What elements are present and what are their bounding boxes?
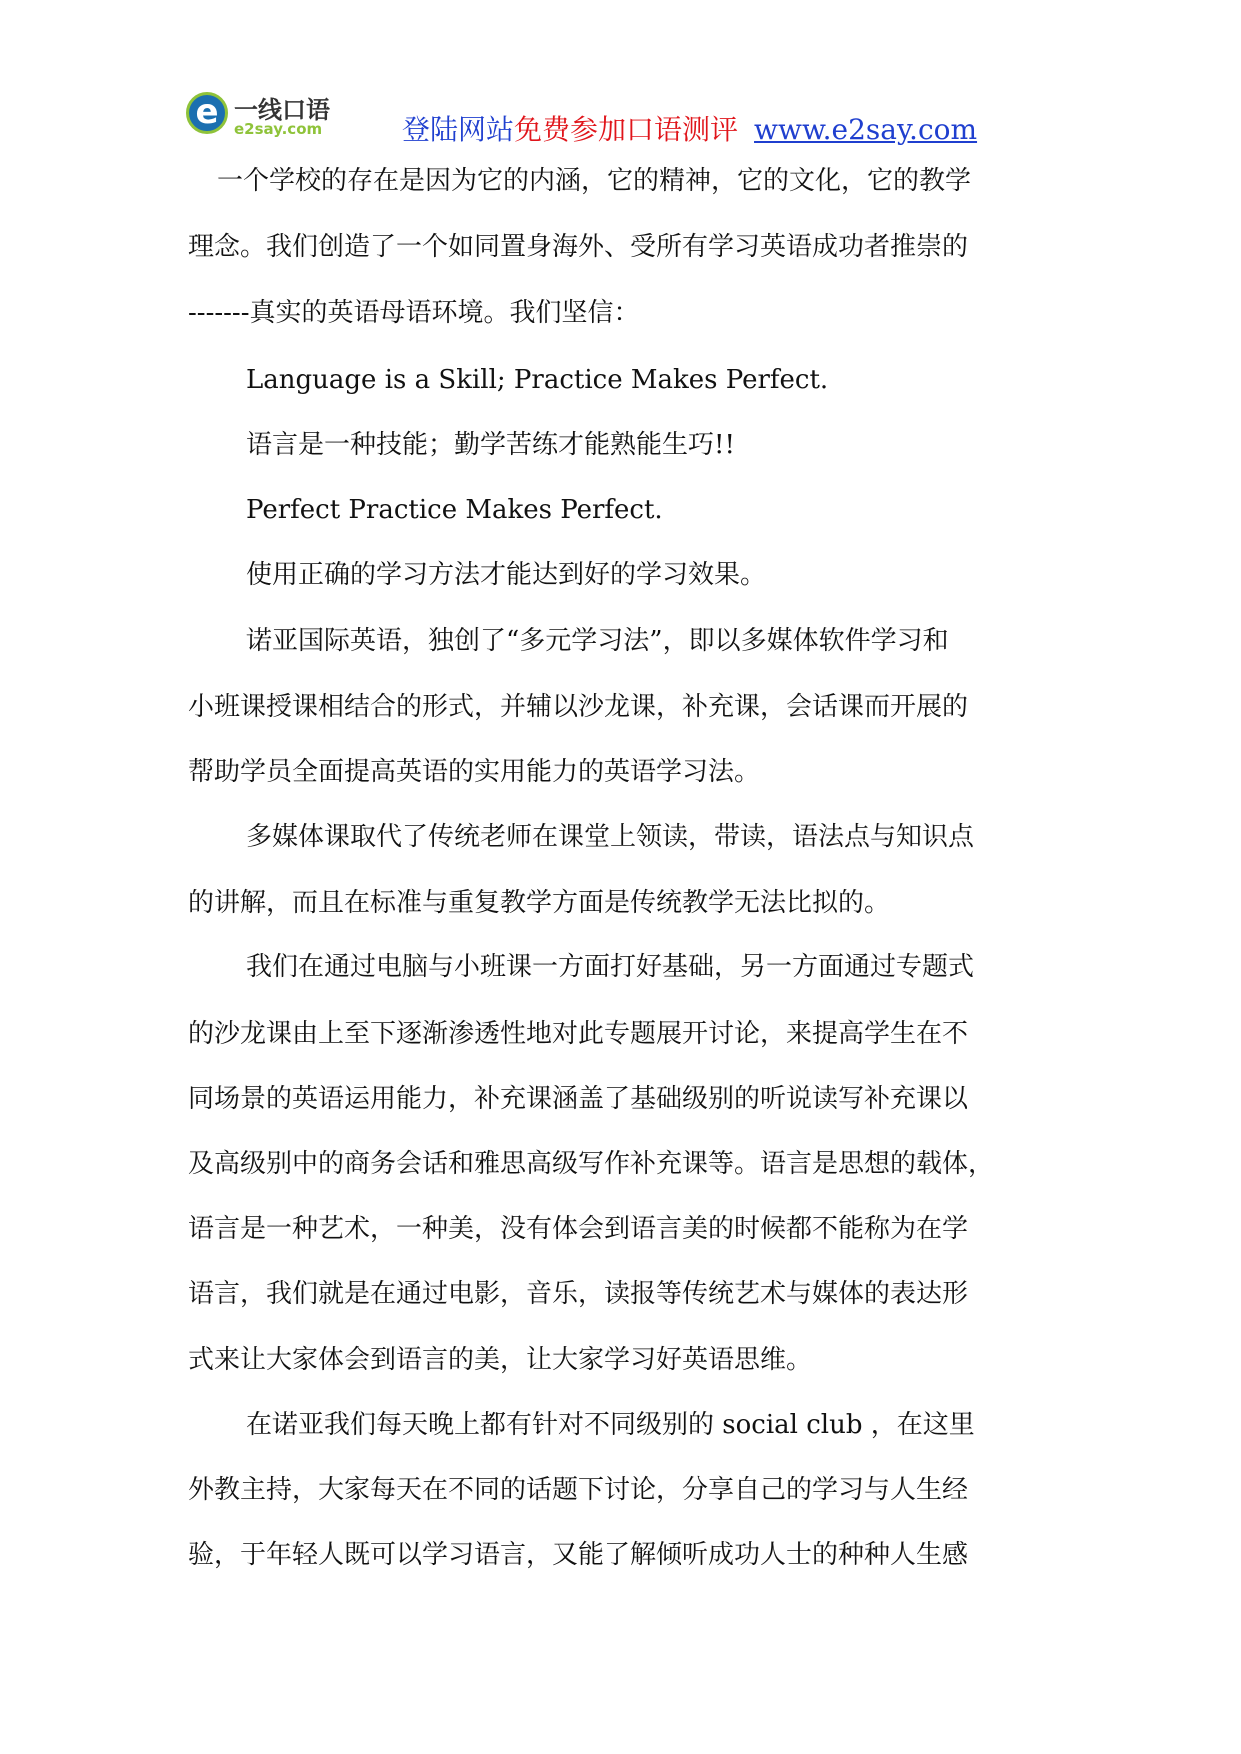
body-line-9: 小班课授课相结合的形式，并辅以沙龙课，补充课，会话课而开展的 [188, 692, 969, 722]
logo-domain: e2say.com [234, 120, 323, 138]
body-line-19: 式来让大家体会到语言的美，让大家学习好英语思维。 [188, 1345, 813, 1375]
body-line-18: 语言，我们就是在通过电影，音乐，读报等传统艺术与媒体的表达形 [188, 1279, 969, 1309]
body-line-4: Language is a Skill; Practice Makes Perfect. [246, 365, 829, 395]
body-line-20: 在诺亚我们每天晚上都有针对不同级别的 social club ，在这里 [246, 1410, 975, 1440]
body-line-3: -------真实的英语母语环境。我们坚信： [188, 298, 640, 328]
logo-e-icon: e [186, 92, 228, 134]
body-line-10: 帮助学员全面提高英语的实用能力的英语学习法。 [188, 757, 761, 787]
website-link[interactable]: www.e2say.com [754, 113, 978, 146]
body-line-6: Perfect Practice Makes Perfect. [246, 495, 663, 525]
body-line-13: 我们在通过电脑与小班课一方面打好基础，另一方面通过专题式 [246, 952, 975, 982]
body-line-1: 一个学校的存在是因为它的内涵，它的精神，它的文化，它的教学 [217, 166, 972, 196]
promo-free-test-text: 免费参加口语测评 [514, 113, 739, 146]
body-line-14: 的沙龙课由上至下逐渐渗透性地对此专题展开讨论，来提高学生在不 [188, 1019, 969, 1049]
body-line-8: 诺亚国际英语，独创了“多元学习法”，即以多媒体软件学习和 [246, 626, 949, 656]
body-line-12: 的讲解，而且在标准与重复教学方面是传统教学无法比拟的。 [188, 888, 891, 918]
body-line-2: 理念。我们创造了一个如同置身海外、受所有学习英语成功者推崇的 [188, 232, 969, 262]
body-line-5: 语言是一种技能；勤学苦练才能熟能生巧!! [246, 430, 735, 460]
body-line-16: 及高级别中的商务会话和雅思高级写作补充课等。语言是思想的载体， [188, 1149, 995, 1179]
body-line-17: 语言是一种艺术，一种美，没有体会到语言美的时候都不能称为在学 [188, 1214, 969, 1244]
body-line-7: 使用正确的学习方法才能达到好的学习效果。 [246, 560, 767, 590]
body-line-21: 外教主持，大家每天在不同的话题下讨论，分享自己的学习与人生经 [188, 1475, 969, 1505]
logo-name: 一线口语 [234, 96, 330, 124]
promo-login-text: 登陆网站 [402, 113, 515, 146]
body-line-11: 多媒体课取代了传统老师在课堂上领读，带读，语法点与知识点 [246, 822, 975, 852]
body-line-15: 同场景的英语运用能力，补充课涵盖了基础级别的听说读写补充课以 [188, 1084, 969, 1114]
body-line-22: 验，于年轻人既可以学习语言，又能了解倾听成功人士的种种人生感 [188, 1540, 969, 1570]
